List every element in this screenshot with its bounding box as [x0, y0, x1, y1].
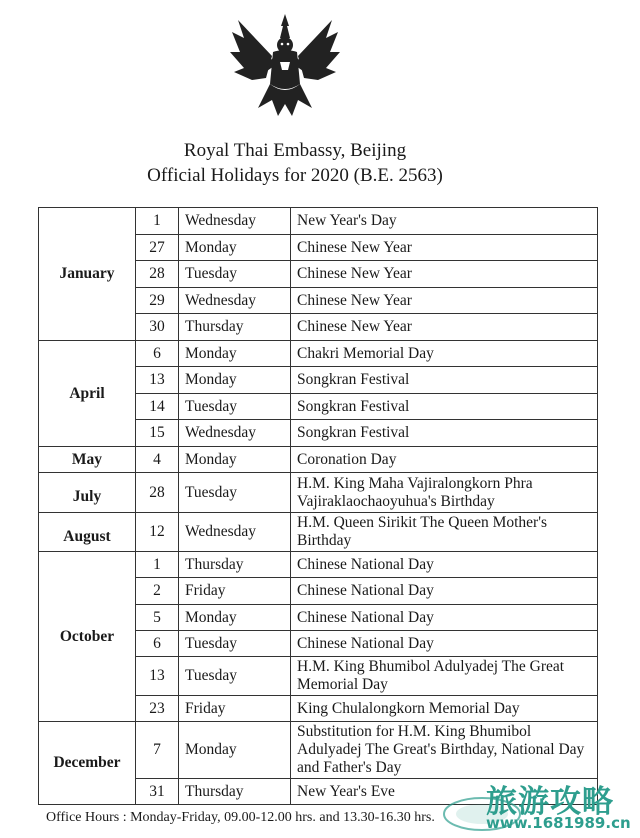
holidays-subtitle: Official Holidays for 2020 (B.E. 2563) [147, 165, 443, 186]
holiday-cell: New Year's Day [291, 208, 598, 235]
weekday-cell: Tuesday [179, 631, 291, 657]
weekday-cell: Monday [179, 235, 291, 261]
holiday-cell: Chinese New Year [291, 288, 598, 314]
holiday-cell: Chinese National Day [291, 631, 598, 657]
weekday-cell: Friday [179, 696, 291, 722]
holiday-cell: New Year's Eve [291, 779, 598, 805]
holiday-cell: Songkran Festival [291, 420, 598, 447]
holiday-cell: H.M. King Maha Vajiralongkorn Phra Vajiraklaochaoyuhua's Birthday [291, 473, 598, 513]
month-cell: July [39, 473, 136, 513]
day-cell: 13 [136, 367, 179, 394]
day-cell: 23 [136, 696, 179, 722]
weekday-cell: Wednesday [179, 288, 291, 314]
weekday-cell: Wednesday [179, 420, 291, 447]
weekday-cell: Wednesday [179, 208, 291, 235]
weekday-cell: Monday [179, 447, 291, 473]
weekday-cell: Friday [179, 578, 291, 605]
month-cell: May [39, 447, 136, 473]
weekday-cell: Monday [179, 367, 291, 394]
holiday-cell: Chinese National Day [291, 605, 598, 631]
office-hours: Office Hours : Monday-Friday, 09.00-12.00 hrs. and 13.30-16.30 hrs. [46, 810, 435, 825]
table-row [39, 208, 598, 235]
day-cell: 1 [136, 552, 179, 578]
day-cell: 28 [136, 473, 179, 513]
day-cell: 12 [136, 513, 179, 552]
holiday-cell: H.M. King Bhumibol Adulyadej The Great Memorial Day [291, 657, 598, 696]
table-row [39, 447, 598, 473]
watermark-url: www.1681989.cn [486, 814, 631, 832]
holiday-cell: Chinese New Year [291, 261, 598, 288]
day-cell: 29 [136, 288, 179, 314]
day-cell: 2 [136, 578, 179, 605]
weekday-cell: Monday [179, 605, 291, 631]
weekday-cell: Monday [179, 341, 291, 367]
table-row [39, 513, 598, 552]
day-cell: 27 [136, 235, 179, 261]
holiday-cell: Chakri Memorial Day [291, 341, 598, 367]
day-cell: 5 [136, 605, 179, 631]
table-row [39, 341, 598, 367]
month-cell: December [39, 722, 136, 805]
weekday-cell: Tuesday [179, 657, 291, 696]
table-row [39, 473, 598, 513]
month-cell: August [39, 513, 136, 552]
holiday-table [38, 207, 598, 805]
weekday-cell: Tuesday [179, 394, 291, 420]
day-cell: 13 [136, 657, 179, 696]
holiday-cell: Substitution for H.M. King Bhumibol Adulyadej The Great's Birthday, National Day and Father's Day [291, 722, 598, 779]
holiday-cell: Songkran Festival [291, 394, 598, 420]
weekday-cell: Wednesday [179, 513, 291, 552]
month-cell: October [39, 552, 136, 722]
month-cell: April [39, 341, 136, 447]
day-cell: 6 [136, 341, 179, 367]
month-cell: January [39, 208, 136, 341]
holiday-cell: Chinese National Day [291, 552, 598, 578]
day-cell: 6 [136, 631, 179, 657]
day-cell: 7 [136, 722, 179, 779]
holiday-cell: Chinese National Day [291, 578, 598, 605]
weekday-cell: Tuesday [179, 261, 291, 288]
day-cell: 30 [136, 314, 179, 341]
holiday-cell: Coronation Day [291, 447, 598, 473]
day-cell: 28 [136, 261, 179, 288]
weekday-cell: Thursday [179, 552, 291, 578]
holiday-cell: Songkran Festival [291, 367, 598, 394]
table-row [39, 552, 598, 578]
weekday-cell: Thursday [179, 779, 291, 805]
holiday-cell: King Chulalongkorn Memorial Day [291, 696, 598, 722]
holiday-cell: Chinese New Year [291, 235, 598, 261]
garuda-emblem [226, 12, 344, 124]
day-cell: 4 [136, 447, 179, 473]
holiday-cell: Chinese New Year [291, 314, 598, 341]
weekday-cell: Thursday [179, 314, 291, 341]
day-cell: 31 [136, 779, 179, 805]
watermark-brand: 旅游攻略 [486, 784, 614, 820]
day-cell: 1 [136, 208, 179, 235]
day-cell: 14 [136, 394, 179, 420]
holiday-cell: H.M. Queen Sirikit The Queen Mother's Birthday [291, 513, 598, 552]
weekday-cell: Tuesday [179, 473, 291, 513]
embassy-title: Royal Thai Embassy, Beijing [183, 140, 407, 161]
weekday-cell: Monday [179, 722, 291, 779]
day-cell: 15 [136, 420, 179, 447]
